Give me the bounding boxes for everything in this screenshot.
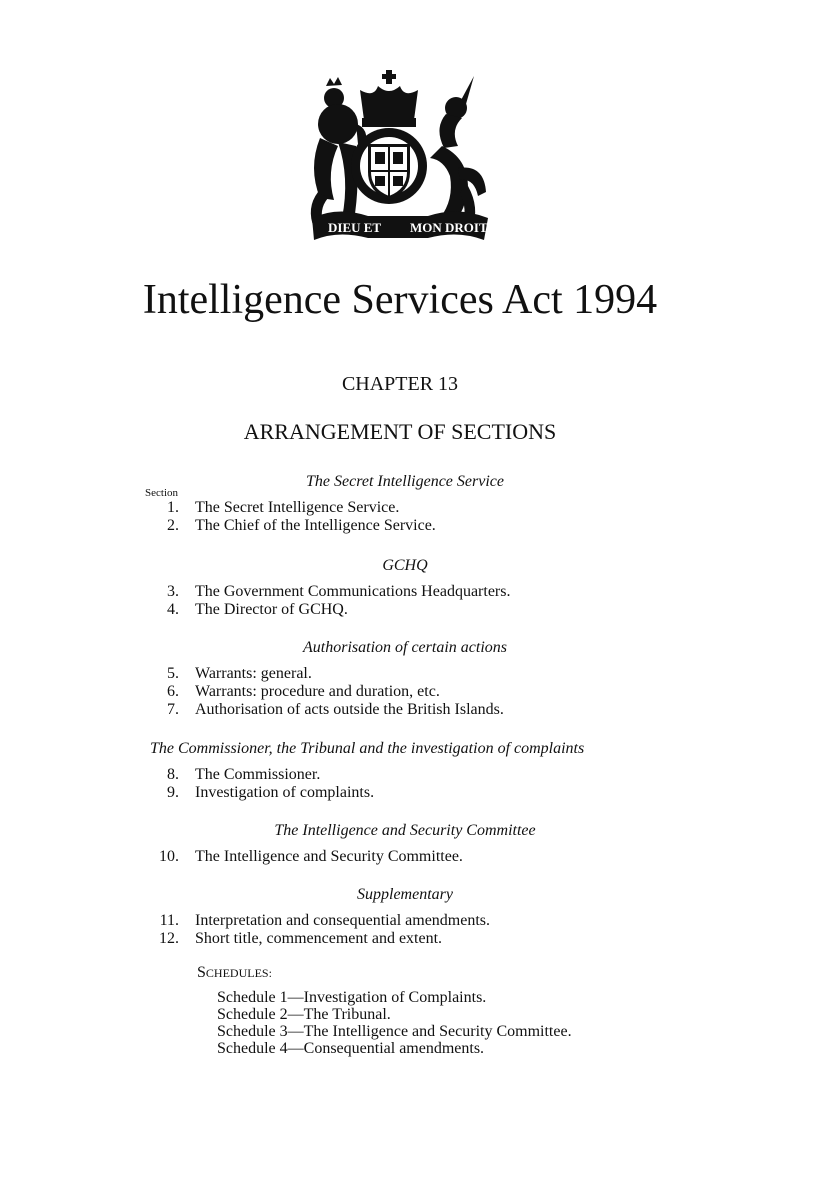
list-item: [140, 516, 760, 535]
section-number: 7.: [167, 701, 179, 718]
motto-right: MON DROIT: [410, 220, 488, 235]
section-column-label: Section: [145, 487, 178, 499]
group-heading-authorisation: Authorisation of certain actions: [303, 639, 507, 656]
list-item: [140, 498, 760, 517]
motto-scroll-icon: [312, 211, 488, 240]
section-number: 5.: [167, 665, 179, 682]
section-title: The Intelligence and Security Committee.: [195, 848, 463, 865]
motto-left: DIEU ET: [328, 220, 382, 235]
group-heading-supplementary: Supplementary: [357, 886, 453, 903]
list-item: [140, 682, 760, 701]
shield-icon: [351, 128, 427, 204]
schedule-item: Schedule 2—The Tribunal.: [217, 1006, 391, 1023]
crown-icon: [360, 70, 418, 127]
list-item: [140, 847, 760, 866]
list-item: [140, 929, 760, 948]
list-item: [140, 582, 760, 601]
schedules-heading-initial: S: [197, 964, 206, 981]
chapter-number: CHAPTER 13: [341, 373, 459, 395]
section-title: Investigation of complaints.: [195, 784, 375, 801]
section-number: 10.: [159, 848, 179, 865]
section-title: Warrants: general.: [195, 665, 312, 682]
group-heading-commissioner: The Commissioner, the Tribunal and the investigation of complaints: [150, 740, 585, 757]
section-title: The Chief of the Intelligence Service.: [195, 517, 436, 534]
section-title: The Director of GCHQ.: [195, 601, 348, 618]
list-item: [140, 700, 760, 719]
schedule-item: Schedule 1—Investigation of Complaints.: [217, 989, 487, 1006]
section-title: The Secret Intelligence Service.: [195, 499, 400, 516]
group-heading-secret-intelligence-service: The Secret Intelligence Service: [306, 473, 504, 490]
section-number: 2.: [167, 517, 179, 534]
list-item: [140, 911, 760, 930]
section-title: Interpretation and consequential amendments.: [195, 912, 491, 929]
section-number: 12.: [159, 930, 179, 947]
list-item: [140, 664, 760, 683]
list-item: [140, 765, 760, 784]
section-number: 1.: [167, 499, 179, 516]
royal-coat-of-arms-icon: [298, 68, 498, 246]
section-title: Short title, commencement and extent.: [195, 930, 443, 947]
section-title: Warrants: procedure and duration, etc.: [195, 683, 440, 700]
unicorn-supporter-icon: [430, 76, 486, 228]
section-number: 3.: [167, 583, 179, 600]
list-item: [140, 600, 760, 619]
schedule-item: Schedule 3—The Intelligence and Security Committee.: [217, 1023, 572, 1040]
section-title: The Commissioner.: [195, 766, 321, 783]
act-title: Intelligence Services Act 1994: [142, 277, 658, 323]
group-heading-gchq: GCHQ: [382, 557, 428, 574]
section-number: 11.: [159, 912, 179, 929]
section-title: Authorisation of acts outside the British Islands.: [195, 701, 504, 718]
schedules-heading: [197, 963, 272, 983]
section-title: The Government Communications Headquarters.: [195, 583, 511, 600]
arrangement-heading: ARRANGEMENT OF SECTIONS: [243, 419, 557, 444]
schedules-heading-rest: CHEDULES:: [205, 966, 272, 980]
section-number: 8.: [167, 766, 179, 783]
section-number: 6.: [167, 683, 179, 700]
section-number: 4.: [167, 601, 179, 618]
section-number: 9.: [167, 784, 179, 801]
list-item: [140, 783, 760, 802]
schedule-item: Schedule 4—Consequential amendments.: [217, 1040, 485, 1057]
group-heading-isc: The Intelligence and Security Committee: [274, 822, 536, 839]
